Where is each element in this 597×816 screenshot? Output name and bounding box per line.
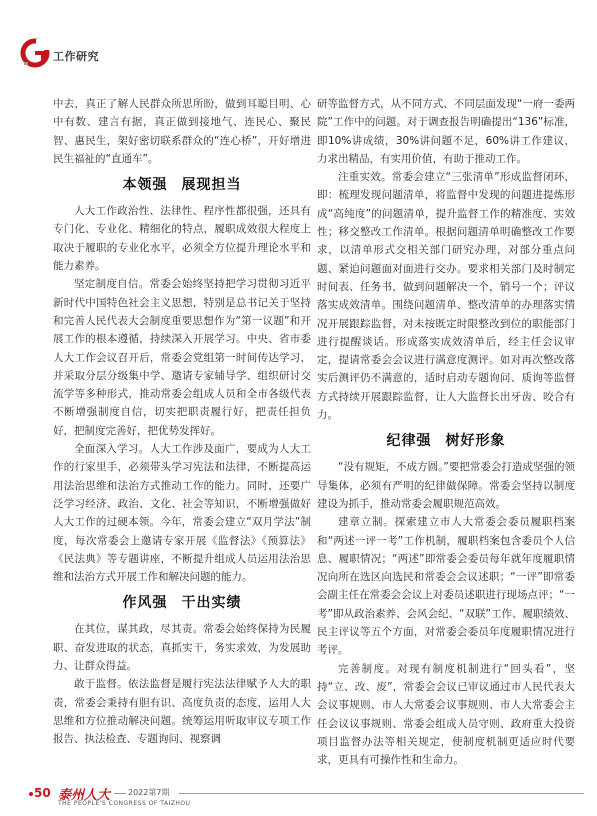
magazine-name: 泰州人大: [58, 788, 111, 803]
divider: [114, 793, 126, 794]
page-dot-icon: [29, 792, 33, 796]
divider: [179, 793, 584, 794]
page-number: 50: [34, 786, 51, 800]
paragraph: 全面深入学习。人大工作涉及面广，要成为人大工作的行家里手，必须带头学习宪法和法律，不断提高运用法治思维和法治方式推动工作的能力。同时，还要广泛学习经济、政治、文化、社会等知识，不断增强做好人大工作的过硬本领。今年，常委会建立“双月学法”制度，每次常委会上邀请专家开展《监督法》《预算法》《民法典》等专题讲座，不断提升组成人员运用法治思维和法治方式开展工作和解决问题的能力。: [53, 443, 311, 584]
page-footer: [14, 786, 584, 807]
issue-label: 2022第7期: [128, 788, 170, 797]
paragraph: 坚定制度自信。常委会始终坚持把学习贯彻习近平新时代中国特色社会主义思想，特别是总书记关于坚持和完善人民代表大会制度重要思想作为“第一议题”和开展工作的根本遵循，持续深入开展学习。中央、省市委人大工作会议召开后，常委会党组第一时间传达学习，并采取分层分级集中学、邀请专家辅导学、组织研讨交流学等多种形式，推动常委会组成人员和全市各级代表不断增强制度自信，切实把职责履行好，把责任担负好，把制度完善好，把优势发挥好。: [53, 278, 311, 437]
paragraph: 建章立制。探索建立市人大常委会委员履职档案和“两述一评一考”工作机制，履职档案包含委员个人信息、履职情况；“两述”即常委会委员每年就年度履职情况向所在选区向选民和常委会会议述职；“一评”即常委会副主任在常委会会议上对委员述职进行现场点评；“一考”即从政治素养、会风会纪、“双联”工作、履职绩效、民主评议等五个方面，对常委会委员年度履职情况进行考评。: [317, 516, 575, 657]
section-heading: 本领强 展现担当: [122, 177, 242, 194]
paragraph: 注重实效。常委会建立“三张清单”形成监督闭环，即：梳理发现问题清单，将监督中发现的问题进提炼形成“高纯度”的问题清单，提升监督工作的精准度、实效性；移交整改工作清单。根据问题清单明确整改工作要求，以清单形式交相关部门研究办理，对部分重点问题、紧迫问题面对面进行交办。要求相关部门及时制定时间表、任务书，做到问题解决一个，销号一个；评议落实成效清单。围绕问题清单、整改清单的办理落实情况开展跟踪监督，对未按既定时限整改到位的职能部门进行提醒谈话。形成落实成效清单后，经主任会议审定，提请常委会会议进行满意度测评。如对再次整改落实后测评仍不满意的，适时启动专题询问、质询等监督方式持续开展跟踪监督，让人大监督长出牙齿、咬合有力。: [317, 171, 575, 422]
paragraph: 完善制度。对现有制度机制进行“回头看”，坚持“立、改、废”，常委会会议已审议通过市人民代表大会议事规则、市人大常委会议事规则、市人大常委会主任会议议事规则、常委会组成人员守则、政府重大投资项目监督办法等相关规定，使制度机制更适应时代要求，更具有可操作性和生命力。: [317, 662, 575, 767]
right-column: [317, 95, 575, 769]
paragraph: “没有规矩，不成方圆。”要把常委会打造成坚强的领导集体，必须有严明的纪律做保障。常委会坚持以制度建设为抓手，推动常委会履职规范高效。: [317, 461, 575, 510]
paragraph: 研等监督方式，从不同方式、不同层面发现“一府一委两院”工作中的问题。对于调查报告明确提出“136”标准，即10%讲成绩，30%讲问题不足，60%讲工作建议，力求出精品，有实用价值，有助于推动工作。: [317, 98, 575, 165]
paragraph: 人大工作政治性、法律性、程序性都很强，还具有专门化、专业化、精细化的特点，履职成效很大程度上取决于履职的专业化水平，必须全方位提升理论水平和能力素养。: [53, 205, 311, 273]
paragraph: 中去，真正了解人民群众所思所盼，做到耳聪目明、心中有数、建言有据，真正做到接地气、连民心、聚民智、惠民生，架好密切联系群众的“连心桥”，开好增进民生福祉的“直通车”。: [53, 98, 311, 165]
section-heading: 作风强 干出实绩: [122, 595, 242, 612]
section-heading: 纪律强 树好形象: [386, 433, 506, 450]
paragraph: 在其位，谋其政，尽其责。常委会始终保持为民履职、奋发进取的状态，真抓实干，务实求效，为发展助力、让群众得益。: [53, 623, 311, 673]
magazine-name-en: THE PEOPLE'S CONGRESS OF TAIZHOU: [58, 800, 191, 807]
paragraph: 敢于监督。依法监督是履行宪法法律赋予人大的职责，常委会秉持有胆有识、高度负责的态度，运用人大思维和方位推动解决问题。统筹运用听取审议专项工作报告、执法检查、专题询问、视察调: [53, 678, 311, 746]
left-column: [53, 95, 311, 749]
section-logo-icon: [20, 38, 50, 68]
section-label: 工作研究: [53, 50, 99, 63]
